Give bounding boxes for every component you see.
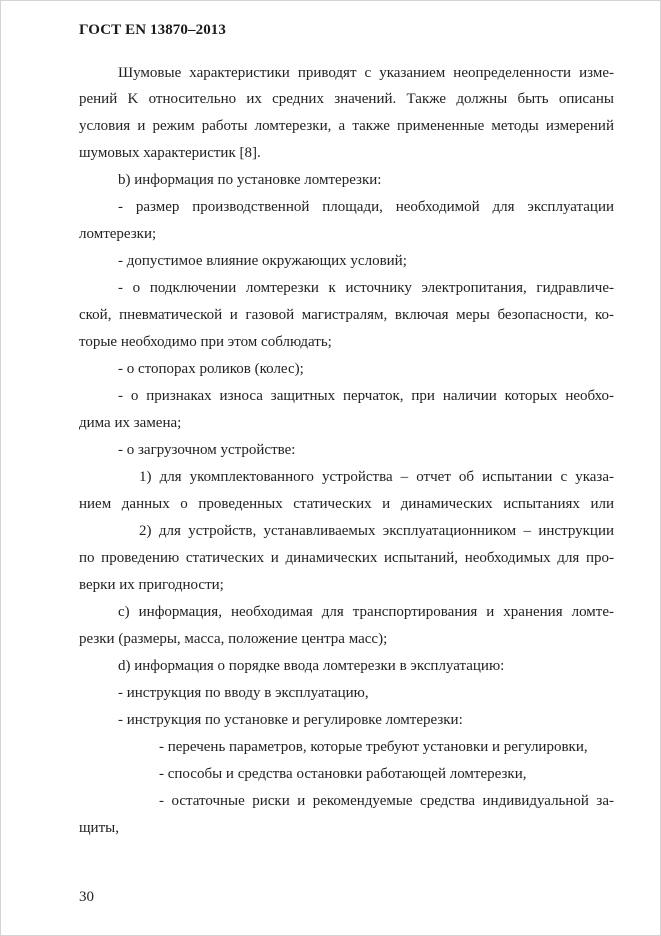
list-item: дима их замена; <box>79 415 182 431</box>
numbered-item: по проведению статических и динамических испытаний, необходимых для про- <box>79 550 614 566</box>
list-item: - инструкция по установке и регулировке ломтерезки: <box>118 712 463 728</box>
sub-list-item: - перечень параметров, которые требуют установки и регулировки, <box>159 739 588 755</box>
document-header: ГОСТ EN 13870–2013 <box>79 22 226 38</box>
list-heading: резки (размеры, масса, положение центра масс); <box>79 631 388 647</box>
text-line: условия и режим работы ломтерезки, а также примененные методы измерений <box>79 118 614 134</box>
list-item: - размер производственной площади, необходимой для эксплуатации <box>118 199 614 215</box>
list-item: - о стопорах роликов (колес); <box>118 361 304 377</box>
numbered-item: 1) для укомплектованного устройства – отчет об испытании с указа- <box>139 469 614 485</box>
text-line: рений K относительно их средних значений. Также должны быть описаны <box>79 91 614 107</box>
list-item: - о подключении ломтерезки к источнику электропитания, гидравличе- <box>118 280 614 296</box>
list-item: - о признаках износа защитных перчаток, при наличии которых необхо- <box>118 388 614 404</box>
sub-list-item: - остаточные риски и рекомендуемые средства индивидуальной за- <box>159 793 614 809</box>
list-item: - инструкция по вводу в эксплуатацию, <box>118 685 369 701</box>
list-item: торые необходимо при этом соблюдать; <box>79 334 332 350</box>
sub-list-item: щиты, <box>79 820 119 836</box>
page-number: 30 <box>79 889 94 905</box>
list-heading: b) информация по установке ломтерезки: <box>118 172 382 188</box>
list-item: - допустимое влияние окружающих условий; <box>118 253 407 269</box>
list-heading: c) информация, необходимая для транспортирования и хранения ломте- <box>118 604 614 620</box>
numbered-item: верки их пригодности; <box>79 577 224 593</box>
list-heading: d) информация о порядке ввода ломтерезки в эксплуатацию: <box>118 658 505 674</box>
list-item: ломтерезки; <box>79 226 157 242</box>
text-line: Шумовые характеристики приводят с указанием неопределенности изме- <box>118 65 614 81</box>
text-line: шумовых характеристик [8]. <box>79 145 261 161</box>
sub-list-item: - способы и средства остановки работающей ломтерезки, <box>159 766 527 782</box>
numbered-item: 2) для устройств, устанавливаемых эксплуатационником – инструкции <box>139 523 614 539</box>
numbered-item: нием данных о проведенных статических и динамических испытаниях или <box>79 496 614 512</box>
list-item: - о загрузочном устройстве: <box>118 442 296 458</box>
list-item: ской, пневматической и газовой магистралям, включая меры безопасности, ко- <box>79 307 614 323</box>
